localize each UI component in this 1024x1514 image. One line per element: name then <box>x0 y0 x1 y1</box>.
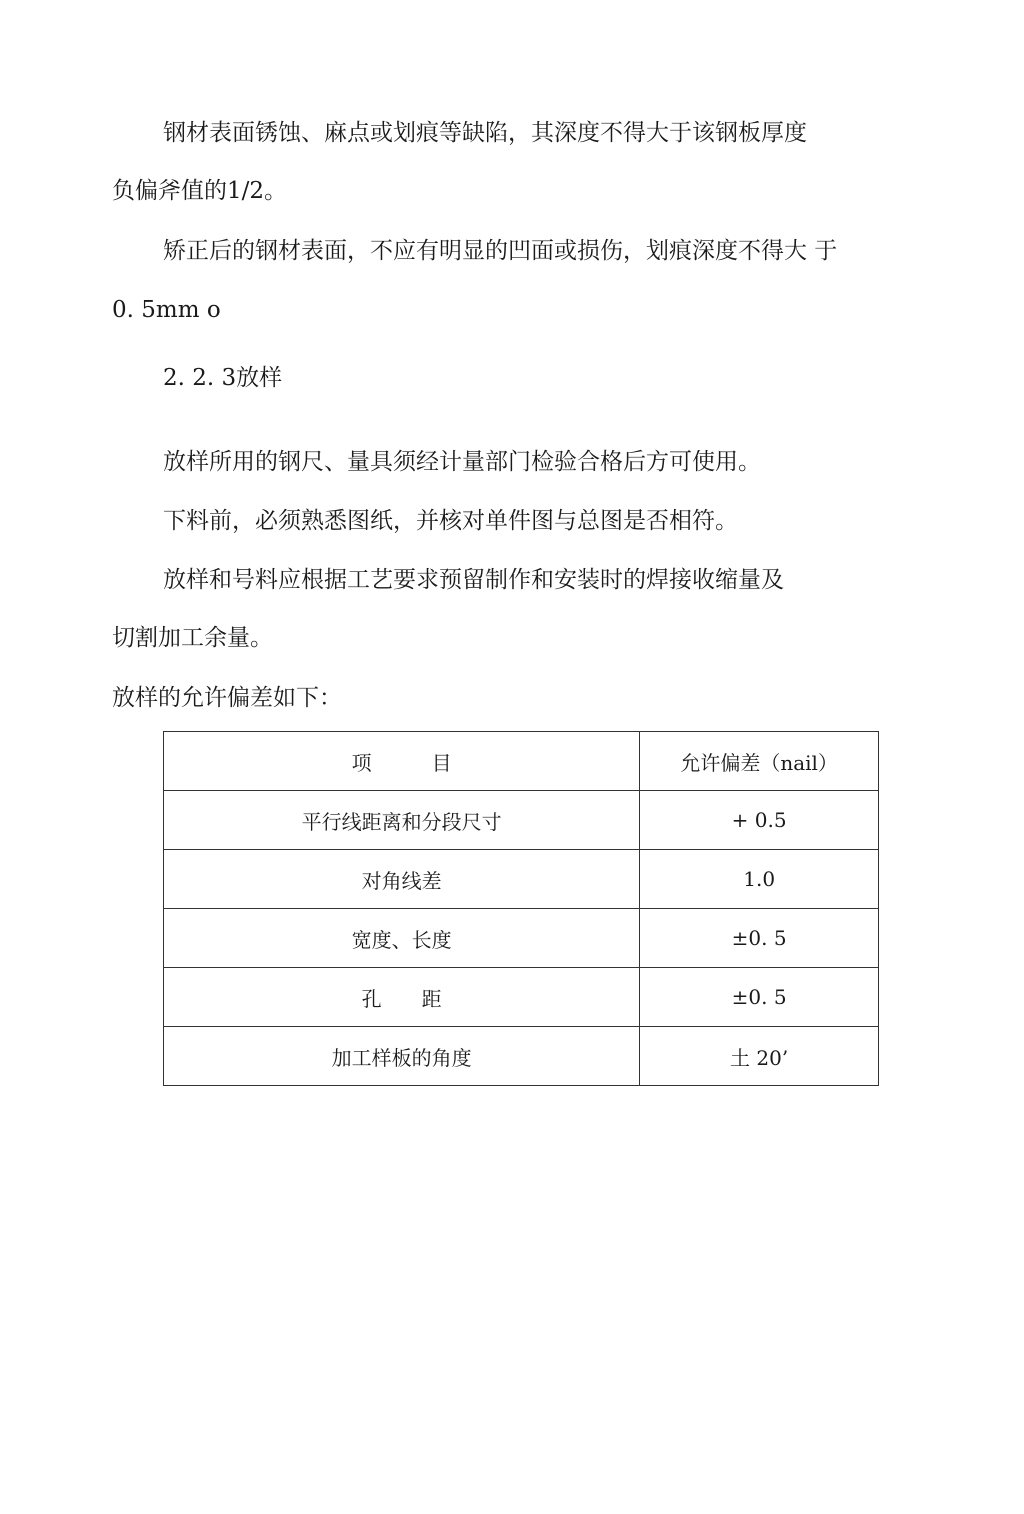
row-tolerance: ±0. 5 <box>640 909 879 968</box>
table-row <box>164 850 879 909</box>
table-row <box>164 1027 879 1086</box>
paragraph-measuring-tools: 放样所用的钢尺、量具须经计量部门检验合格后方可使用。 <box>163 449 761 475</box>
table-intro: 放样的允许偏差如下： <box>112 685 342 711</box>
row-item: 对角线差 <box>164 850 640 909</box>
paragraph-shrinkage-line-2: 切割加工余量。 <box>112 625 273 651</box>
tolerance-table <box>163 731 879 1086</box>
row-item: 加工样板的角度 <box>164 1027 640 1086</box>
paragraph-before-cutting: 下料前，必须熟悉图纸，并核对单件图与总图是否相符。 <box>163 508 738 534</box>
paragraph-rust-defects-line-1: 钢材表面锈蚀、麻点或划痕等缺陷，其深度不得大于该钢板厚度 <box>163 120 807 146</box>
paragraph-straightening-line-2: 0. 5mm o <box>112 297 221 323</box>
section-heading: 2. 2. 3放样 <box>163 365 283 391</box>
row-tolerance: 1.0 <box>640 850 879 909</box>
paragraph-rust-defects-line-2: 负偏斧值的1/2。 <box>112 178 288 204</box>
table-row <box>164 909 879 968</box>
table-row <box>164 791 879 850</box>
paragraph-shrinkage-line-1: 放样和号料应根据工艺要求预留制作和安装时的焊接收缩量及 <box>163 567 784 593</box>
header-tolerance: 允许偏差（nail） <box>640 732 879 791</box>
row-item: 平行线距离和分段尺寸 <box>164 791 640 850</box>
row-item: 孔 距 <box>164 968 640 1027</box>
table-header-row <box>164 732 879 791</box>
paragraph-straightening-line-1: 矫正后的钢材表面，不应有明显的凹面或损伤，划痕深度不得大 于 <box>163 238 838 264</box>
header-item: 项 目 <box>164 732 640 791</box>
row-item: 宽度、长度 <box>164 909 640 968</box>
row-tolerance: 土 20’ <box>640 1027 879 1086</box>
row-tolerance: + 0.5 <box>640 791 879 850</box>
table-row <box>164 968 879 1027</box>
row-tolerance: ±0. 5 <box>640 968 879 1027</box>
